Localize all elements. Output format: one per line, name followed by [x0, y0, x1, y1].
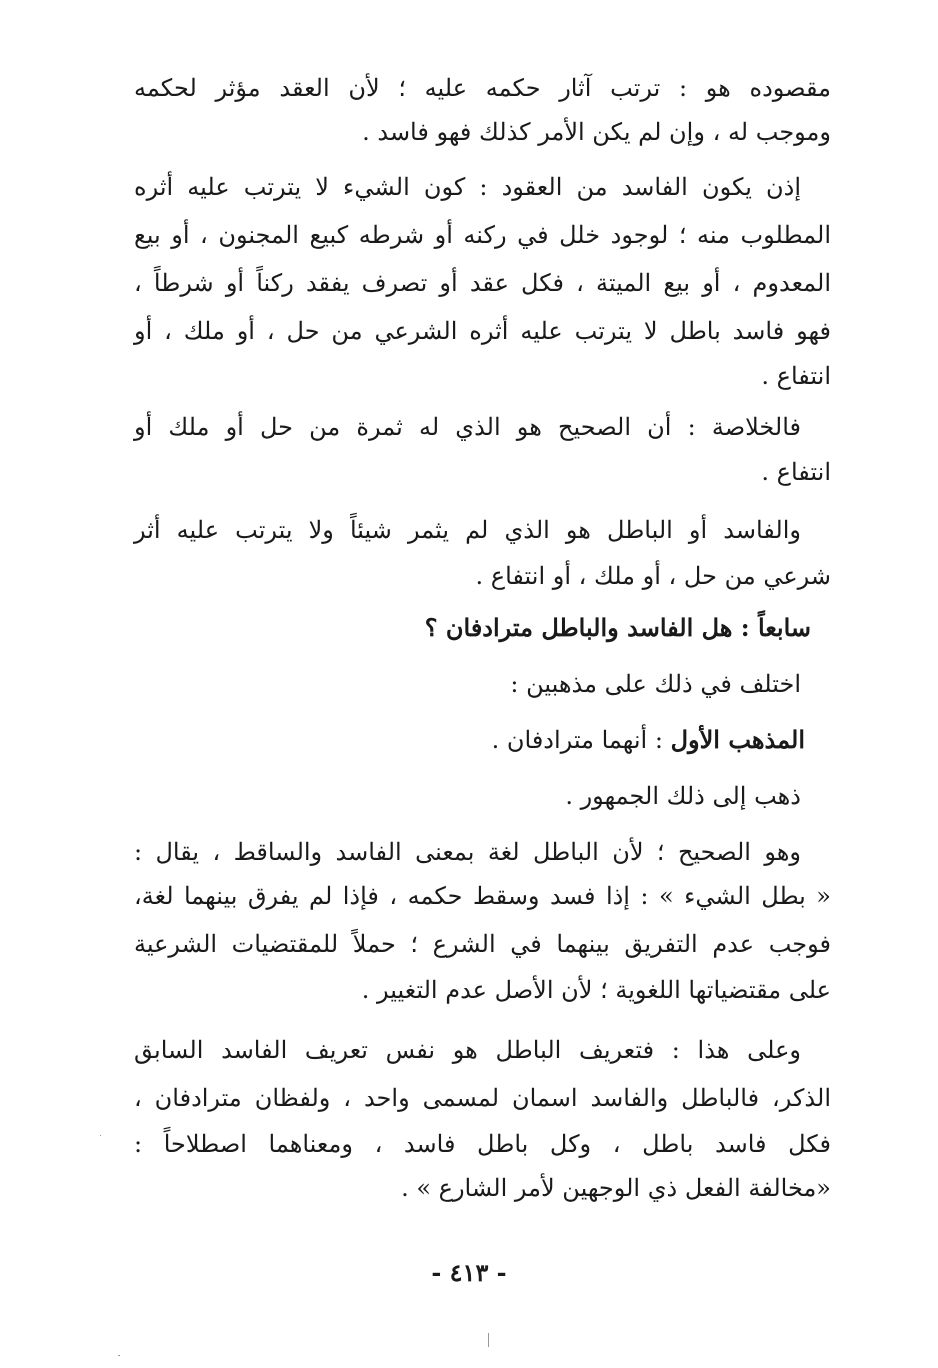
text-line: فوجب عدم التفريق بينهما في الشرع ؛ حملاً للمقتضيات الشرعية: [134, 930, 831, 958]
text-line: اختلف في ذلك على مذهبين :: [510, 670, 801, 698]
text-line: انتفاع .: [761, 458, 831, 486]
section-heading: سابعاً : هل الفاسد والباطل مترادفان ؟: [424, 613, 811, 642]
text-line: ذهب إلى ذلك الجمهور .: [565, 782, 801, 810]
text-line: إذن يكون الفاسد من العقود : كون الشيء لا يترتب عليه أثره: [134, 173, 801, 201]
text-line: فهو فاسد باطل لا يترتب عليه أثره الشرعي من حل ، أو ملك ، أو: [134, 317, 831, 345]
first-school-line: [134, 720, 805, 760]
page-number: - ٤١٣ -: [431, 1258, 507, 1287]
text-line: والفاسد أو الباطل هو الذي لم يثمر شيئاً ولا يترتب عليه أثر: [134, 516, 801, 544]
text-line: وهو الصحيح ؛ لأن الباطل لغة بمعنى الفاسد والساقط ، يقال :: [134, 838, 801, 866]
text-line: فكل فاسد باطل ، وكل باطل فاسد ، ومعناهما اصطلاحاً :: [134, 1130, 832, 1158]
text-line: الذكر، فالباطل والفاسد اسمان لمسمى واحد ، ولفظان مترادفان ،: [134, 1084, 831, 1112]
text-line: مقصوده هو : ترتب آثار حكمه عليه ؛ لأن العقد مؤثر لحكمه: [134, 74, 831, 102]
text-line: شرعي من حل ، أو ملك ، أو انتفاع .: [475, 562, 831, 590]
scan-speck: [100, 1135, 101, 1136]
text-line: «مخالفة الفعل ذي الوجهين لأمر الشارع » .: [401, 1174, 831, 1202]
text-line: فالخلاصة : أن الصحيح هو الذي له ثمرة من حل أو ملك أو: [134, 413, 801, 441]
text-line: انتفاع .: [761, 362, 831, 390]
text-line: المعدوم ، أو بيع الميتة ، فكل عقد أو تصرف يفقد ركناً أو شرطاً ،: [134, 269, 831, 297]
text-line: المطلوب منه ؛ لوجود خلل في ركنه أو شرطه كبيع المجنون ، أو بيع: [134, 221, 831, 249]
scan-speck: [488, 1333, 489, 1347]
text-line: وموجب له ، وإن لم يكن الأمر كذلك فهو فاسد .: [362, 118, 831, 146]
text-line: « بطل الشيء » : إذا فسد وسقط حكمه ، فإذا لم يفرق بينهما لغة،: [134, 882, 831, 910]
first-school-label: المذهب الأول: [670, 725, 805, 754]
first-school-text: : أنهما مترادفان .: [491, 726, 663, 754]
text-line: وعلى هذا : فتعريف الباطل هو نفس تعريف الفاسد السابق: [134, 1036, 801, 1064]
scan-speck: [118, 1355, 120, 1356]
text-line: على مقتضياتها اللغوية ؛ لأن الأصل عدم التغيير .: [361, 976, 831, 1004]
